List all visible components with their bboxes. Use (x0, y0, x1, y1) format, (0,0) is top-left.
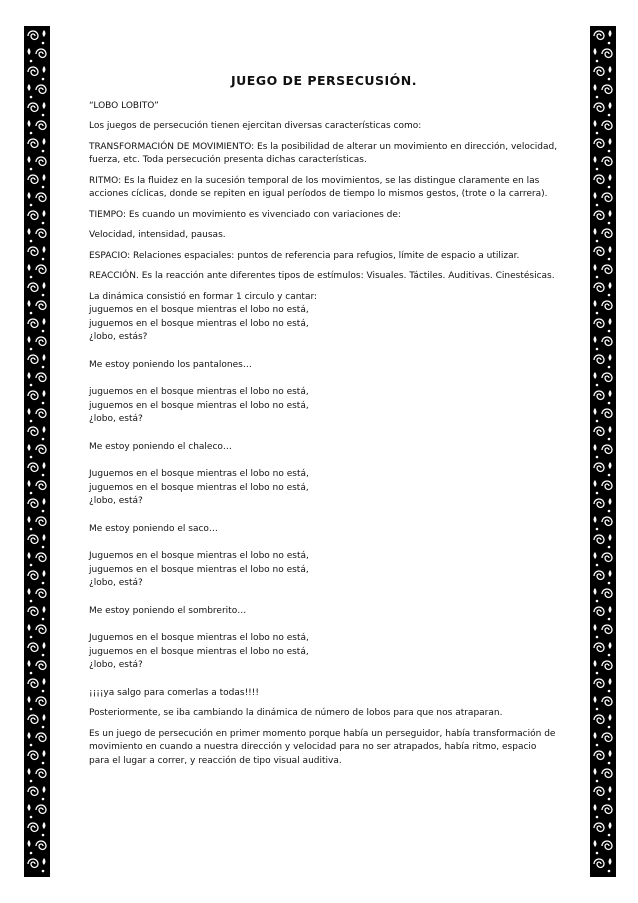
song-line: Me estoy poniendo el saco… (89, 523, 218, 534)
song-line: ¿lobo, está? (89, 414, 143, 424)
song-line: juguemos en el bosque mientras el lobo no está, (89, 482, 309, 493)
definition-text: Relaciones espaciales: puntos de referencia para refugios, límite de espacio a utilizar. (130, 250, 520, 261)
document-body (89, 74, 559, 775)
song-line: juguemos en el bosque mientras el lobo no está, (89, 305, 309, 315)
song-line: Me estoy poniendo el chaleco… (89, 441, 232, 452)
song-line: Juguemos en el bosque mientras el lobo no está, (89, 633, 309, 643)
definition-text: Es la reacción ante diferentes tipos de estímulos: Visuales. Táctiles. Auditivas. Cinestésicas. (138, 271, 555, 281)
document-subtitle: “LOBO LOBITO” (89, 100, 159, 111)
definition-label: TIEMPO: (89, 209, 126, 220)
definition-paragraph (89, 250, 559, 264)
song-verse (89, 386, 559, 427)
song-line: ¿lobo, está? (89, 578, 143, 588)
song-verse (89, 523, 559, 537)
definition-label: REACCIÓN. (89, 271, 139, 281)
definition-paragraph (89, 141, 559, 168)
song-line: Me estoy poniendo los pantalones… (89, 359, 252, 370)
song-line: Juguemos en el bosque mientras el lobo no está, (89, 469, 309, 479)
song-line: juguemos en el bosque mientras el lobo no está, (89, 400, 309, 411)
song-verse (89, 605, 559, 619)
definition-text: Velocidad, intensidad, pausas. (89, 230, 226, 240)
song-verse (89, 468, 559, 509)
song-line: Me estoy poniendo el sombrerito… (89, 605, 247, 616)
definition-label: TRANSFORMACIÓN DE MOVIMIENTO: (89, 141, 255, 152)
song-line: juguemos en el bosque mientras el lobo no está, (89, 318, 309, 329)
song-verse (89, 441, 559, 455)
song-line: ¿lobo, estás? (89, 332, 148, 342)
song-line: ¡¡¡¡ya salgo para comerlas a todas!!!! (89, 687, 260, 698)
song-verse (89, 550, 559, 591)
closing-paragraph: Posteriormente, se iba cambiando la dinámica de número de lobos para que nos atraparan. (89, 708, 503, 718)
document-title: JUEGO DE PERSECUSIÓN. (230, 73, 418, 88)
song-line: juguemos en el bosque mientras el lobo no está, (89, 646, 309, 657)
decorative-border-right (590, 26, 616, 877)
song-verse (89, 687, 559, 701)
song-verse (89, 291, 559, 345)
definition-label: RITMO: (89, 175, 122, 186)
song-line: La dinámica consistió en formar 1 circulo y cantar: (89, 291, 318, 302)
intro-paragraph: Los juegos de persecución tienen ejercitan diversas características como: (89, 121, 422, 131)
closing-paragraph: Es un juego de persecución en primer momento porque había un perseguidor, había transformación de movimiento en cuando a nuestra dirección y velocidad para no ser atrapados, había ritmo, espacio para el lugar a correr, y reacción de tipo visual auditiva. (89, 728, 556, 766)
definition-paragraph (89, 270, 559, 284)
definition-text: Es la posibilidad de alterar un movimiento en dirección, velocidad, fuerza, etc. Toda persecución presenta dichas características. (89, 141, 558, 165)
definition-paragraph (89, 229, 559, 243)
song-line: juguemos en el bosque mientras el lobo no está, (89, 387, 309, 397)
song-line: Juguemos en el bosque mientras el lobo no está, (89, 551, 309, 561)
definition-text: Es la fluidez en la sucesión temporal de los movimientos, se las distingue claramente en las acciones cíclicas, donde se repiten en igual períodos de tiempo lo mismos gestos, (trote o la carrera). (89, 175, 548, 199)
definition-label: ESPACIO: (89, 250, 131, 261)
definition-paragraph (89, 175, 559, 202)
definition-paragraph (89, 209, 559, 223)
song-line: ¿lobo, está? (89, 660, 143, 670)
definition-text: Es cuando un movimiento es vivenciado con variaciones de: (126, 209, 401, 220)
song-line: juguemos en el bosque mientras el lobo no está, (89, 564, 309, 575)
song-verse (89, 359, 559, 373)
song-line: ¿lobo, está? (89, 496, 143, 506)
decorative-border-left (24, 26, 50, 877)
song-verse (89, 632, 559, 673)
